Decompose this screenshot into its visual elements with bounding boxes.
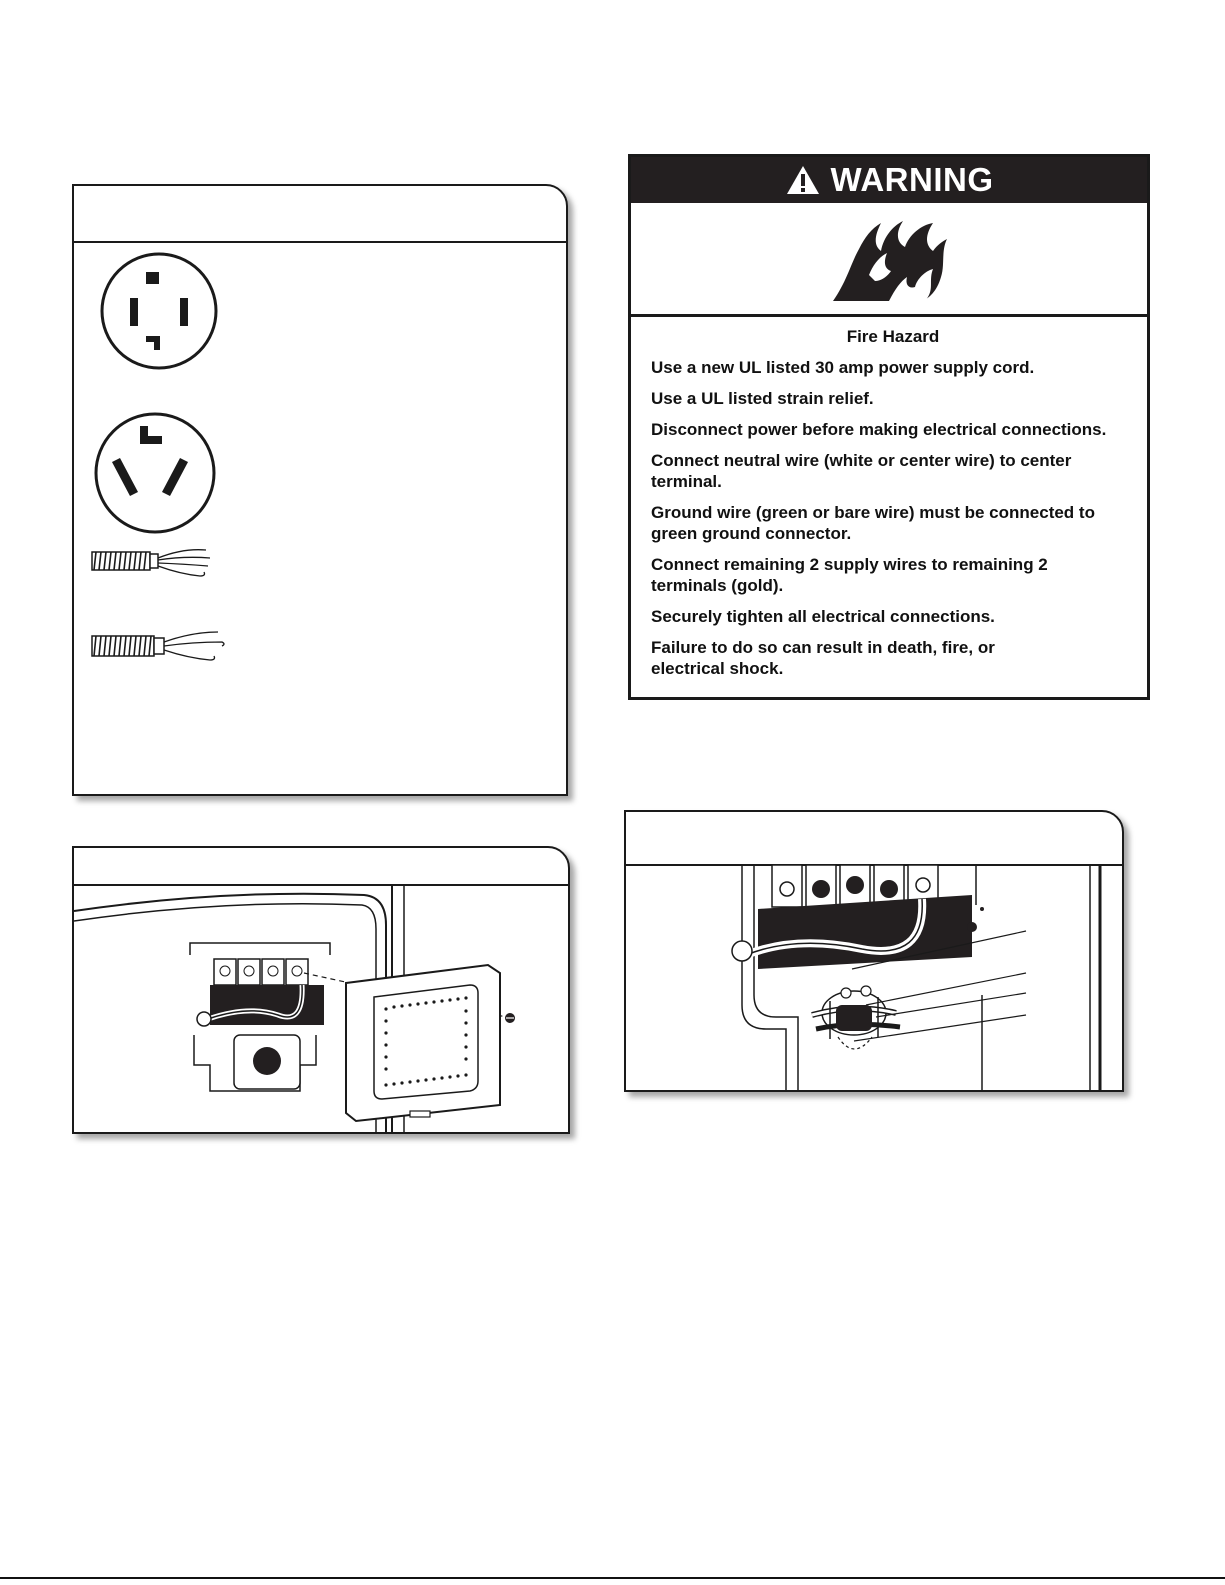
panel-header bbox=[74, 848, 568, 886]
panel-header bbox=[626, 812, 1122, 866]
page-bottom-rule bbox=[0, 1577, 1225, 1579]
warning-header bbox=[631, 157, 1147, 203]
4-prong-receptacle-icon bbox=[98, 250, 220, 372]
strain-relief-panel bbox=[624, 810, 1124, 1092]
warning-line: Use a UL listed strain relief. bbox=[651, 389, 874, 408]
cover-screw-icon bbox=[505, 1013, 515, 1023]
warning-line: Ground wire (green or bare wire) must be connected to green ground connector. bbox=[651, 503, 1095, 543]
access-cover-icon bbox=[346, 965, 500, 1121]
warning-body bbox=[651, 325, 1135, 689]
warning-title: WARNING bbox=[830, 161, 994, 198]
terminal-block-icon bbox=[732, 865, 984, 969]
4-wire-cord-icon bbox=[88, 542, 218, 582]
panel-header bbox=[74, 186, 566, 243]
fire-pictogram bbox=[631, 203, 1147, 317]
warning-line: Connect remaining 2 supply wires to remaining 2 terminals (gold). bbox=[651, 555, 1048, 595]
fire-hazard-warning bbox=[628, 154, 1150, 700]
strain-relief-illustration bbox=[626, 865, 1122, 1091]
terminal-block-icon bbox=[190, 943, 330, 1091]
cover-removal-illustration bbox=[74, 885, 568, 1133]
warning-line: Disconnect power before making electrical connections. bbox=[651, 420, 1107, 439]
strain-relief-icon bbox=[812, 986, 900, 1049]
warning-line: Connect neutral wire (white or center wire) to center terminal. bbox=[651, 451, 1072, 491]
receptacle-panel bbox=[72, 184, 568, 796]
warning-line: Failure to do so can result in death, fire, or electrical shock. bbox=[651, 638, 995, 678]
cover-removal-panel bbox=[72, 846, 570, 1134]
warning-line: Securely tighten all electrical connections. bbox=[651, 607, 995, 626]
3-wire-cord-icon bbox=[88, 626, 228, 668]
warning-line: Use a new UL listed 30 amp power supply cord. bbox=[651, 358, 1035, 377]
3-prong-receptacle-icon bbox=[92, 410, 218, 536]
warning-triangle-icon bbox=[785, 164, 821, 196]
fire-icon bbox=[829, 215, 951, 305]
hazard-name: Fire Hazard bbox=[846, 327, 940, 346]
